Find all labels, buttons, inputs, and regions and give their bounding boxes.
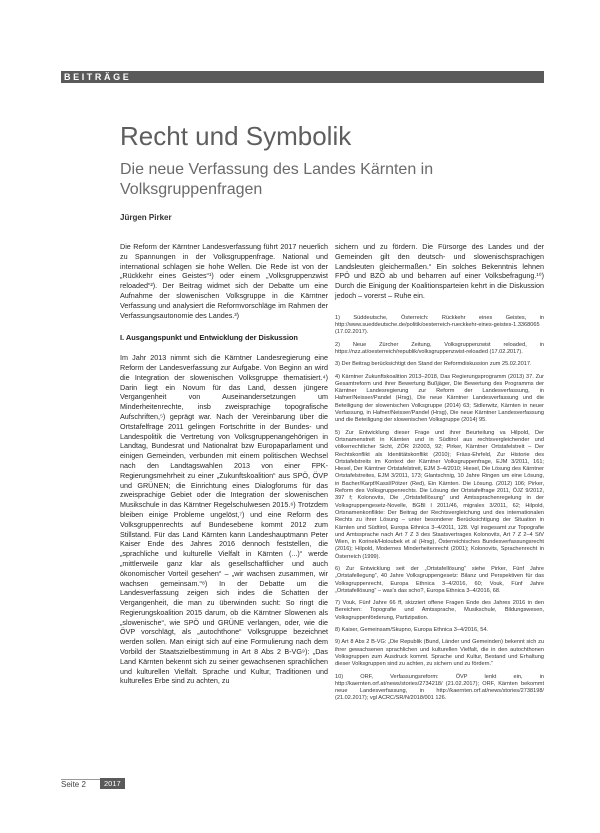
footnote: 7) Vouk, Fünf Jahre 66 ff, skizziert offene Fragen Ende des Jahres 2016 in den Bereichen: Topografie und Amtssprache, Musikschule, Bildungswesen, Volksgruppenförderung, Partizipation.	[335, 600, 544, 621]
footnote: 10) ORF, Verfassungsreform: ÖVP lenkt ein, in http://kaernten.orf.at/news/stories/2734218/ (21.02.2017); ORF, Kärnten bekommt neue Landesverfassung, in http://kaernten.orf.at/news/stories/2738198/ (21.02.2017); vgl ACRC/SR/N/2018/001 126.	[335, 673, 544, 702]
footnote: 1) Süddeutsche, Österreich: Rückkehr eines Geistes, in http://www.sueddeutsche.de/politik/oesterreich-rueckkehr-eines-geistes-1.3368065 (17.02.2017).	[335, 314, 544, 336]
footnote: 9) Art 8 Abs 2 B-VG: „Die Republik (Bund, Länder und Gemeinden) bekennt sich zu ihrer gewachsenen sprachlichen und kulturellen Vielfalt, die in den autochthonen Volksgruppen zum Ausdruck kommt. Sprache und Kultur, Bestand und Erhaltung dieser Volksgruppen sind zu achten, zu sichern und zu fördern.“	[335, 639, 544, 668]
author-name: Jürgen Pirker	[120, 213, 172, 222]
footnote-list	[335, 315, 544, 703]
footnote: 3) Der Beitrag berücksichtigt den Stand der Reformdiskussion zum 25.02.2017.	[335, 361, 532, 368]
continued-paragraph: sichern und zu fördern. Die Fürsorge des Landes und der Gemeinden gilt den deutsch- und slowenischsprachigen Landsleuten gleichermaßen.“ Ein solches Bekenntnis lehnen FPÖ und BZÖ ab und beharren auf einer Volksbefragung.¹⁰) Durch die Einigung der Koalitionsparteien kehrt in die Diskussion jedoch – vorerst – Ruhe ein.	[335, 242, 544, 300]
section-heading: I. Ausgangspunkt und Entwicklung der Diskussion	[120, 333, 298, 343]
footnote: 5) Zur Entwicklung dieser Frage und ihrer Beurteilung va Hilpold, Der Ortsnamenstreit in Kärnten und in Südtirol aus rechtsvergleichender und völkerrechtlicher Sicht, ZÖR 2/2003, 92; Pirker, Kärntner Ortstafelstreit – Der Rechtskonflikt als Identitätskonflikt (2010); Fräss-Ehrfeld, Zur Historie des Ortstafelstreits im Kontext der Kärntner Volksgruppenfrage, EJM 3/2011, 161; Hiesel, Der Kärntner Ortstafelstreit, EJM 3–4/2010; Hiesel, Die Lösung des Kärntner Ortstafelstreites, EJM 3/2011, 173; Glantschnig, 10 Jahre Ringen um eine Lösung, in Bacher/Karpf/Kassl/Pötzer (Red), Ein Kärnten. Die Lösung. (2012) 106; Pirker, Reform des Volksgruppenrechts. Die Lösung der Ortstafelfrage 2011, ÖJZ 9/2012, 397 f; Kolonovits, Die „Ortstafellösung“ und Amtssprachenregelung in der Volksgruppengesetz-Novelle, BGBl I 2011/46, migralex 3/2011, 62; Hilpold, Ortsnamenkonflikte: Der Beitrag der Rechtsvergleichung und des internationalen Rechts zu ihrer Lösung – unter besonderer Berücksichtigung der Situation in Kärnten und Südtirol, Europa Ethnica 3–4/2011, 128. Vgl insgesamt zur Topografie und Amtssprache nach Art 7 Z 3 des Staatsvertrages Kolonovits, Art 7 Z 2–4 StV Wien, in Korinek/Holoubek et al (Hrsg), Österreichisches Bundesverfassungsrecht (2016); Hilpold, Modernes Minderheitenrecht (2001); Kolonovits, Sprachenrecht in Österreich (1999).	[335, 429, 544, 560]
footer-year: 2017	[100, 778, 125, 789]
left-column	[120, 242, 328, 686]
right-column	[335, 242, 544, 708]
page-number: Seite 2	[61, 780, 86, 789]
footnote: 2) Neue Zürcher Zeitung, Volksgruppenzwist reloaded, in https://nzz.at/oesterreich/republik/volksgruppenzwist-reloaded (17.02.2017).	[335, 341, 544, 355]
article-title: Recht und Symbolik	[120, 121, 352, 151]
body-paragraph: Im Jahr 2013 nimmt sich die Kärntner Landesregierung eine Reform der Landesverfassung zur Aufgabe. Von Beginn an wird die Integration der slowenischen Volksgruppe thematisiert.⁴) Darin liegt ein Novum für das Land, dessen jüngere Vergangenheit von Auseinandersetzungen um Minderheitenrechte, insb zweisprachige topografische Aufschriften,⁵) geprägt war. Nach der Vereinbarung über die Ortstafelfrage 2011 gelingen Fortschritte in der Bundes- und Landespolitik die Vertretung von Volksgruppenangehörigen in Landtag, Bundesrat und Nationalrat bzw Europaparlament und einigen Gemeinden, verbunden mit einem politischen Wechsel nach den Landtagswahlen 2013 von einer FPK-Regierungsmehrheit zu einer „Zukunftskoalition“ aus SPÖ, ÖVP und GRÜNEN; die Einrichtung eines Dialogforums für das zweisprachige Gebiet oder die Integration der slowenischen Musikschule in das Kärntner Regelschulwesen 2015.⁶) Trotzdem bleiben einige Probleme ungelöst,⁷) und eine Reform des Volksgruppenrechts auf Bundesebene kommt 2012 zum Stillstand. Für das Land Kärnten kann Landeshauptmann Peter Kaiser Ende des Jahres 2016 dennoch feststellen, die „sprachliche und kulturelle Vielfalt in Kärnten (...)“ werde „mittlerweile ganz klar als gesellschaftlicher und auch ökonomischer Vorteil gesehen“ – „wir wachsen zusammen, wir wachsen gemeinsam.“⁸) In der Debatte um die Landesverfassung zeigen sich indes die Schatten der Vergangenheit, die man zu überwinden sucht: So ringt die Regierungskoalition 2015 darum, ob die Kärntner Slowenen als „slowenische“, wie SPÖ und GRÜNE verlangen, oder, wie die ÖVP vorschlägt, als „autochthone“ Volksgruppe bezeichnet werden sollen. Man einigt sich auf eine Formulierung nach dem Vorbild der Staatszielbestimmung in Art 8 Abs 2 B-VG⁹): „Das Land Kärnten bekennt sich zu seiner gewachsenen sprachlichen und kulturellen Vielfalt. Sprache und Kultur, Traditionen und kulturelles Erbe sind zu achten, zu	[120, 353, 328, 686]
intro-paragraph: Die Reform der Kärntner Landesverfassung führt 2017 neuerlich zu Spannungen in der Volksgruppenfrage. National und international schlagen sie hohe Wellen. Die Rede ist von der „Rückkehr eines Geistes“¹) oder einem „Volksgruppenzwist reloaded“²). Der Beitrag widmet sich der Debatte um eine Aufnahme der slowenischen Volksgruppe in die Kärntner Verfassung und analysiert die Reformvorschläge im Rahmen der Verfassungsautonomie des Landes.³)	[120, 242, 328, 320]
footnote: 6) Zur Entwicklung seit der „Ortstafellösung“ siehe Pirker, Fünf Jahre „Ortstafellegung“, 40 Jahre Volksgruppengesetz: Bilanz und Perspektiven für das Volksgruppenrecht, Europa Ethnica 3–4/2016, 60; Vouk, Fünf Jahre „Ortstafellösung“ – was's das scho?, Europa Ethnica 3–4/2016, 68.	[335, 565, 544, 594]
section-label: BEITRÄGE	[64, 71, 137, 83]
footnote: 8) Kaiser, Gemeinsam/Skupno, Europa Ethnica 3–4/2016, 54.	[335, 627, 488, 634]
footnote: 4) Kärntner Zukunftskoalition 2013–2018, Das Regierungsprogramm (2013) 37. Zur Gesamtreform und ihrer Bewertung Bußjäger, Die Bewertung des Programms der Kärntner Landesregierung zur Reform der Landesverfassung, in Hafner/Neisser/Pandel (Hrsg), Die neue Kärntner Landesverfassung und die Beteiligung der slowenischen Volksgruppe (2014) 63; Sidlerwitz, Kärnten in neuer Verfassung, in Hafner/Neisser/Pandel (Hrsg), Die neue Kärntner Landesverfassung und die Beteiligung der slowenischen Volksgruppe (2014) 95.	[335, 373, 544, 424]
article-subtitle: Die neue Verfassung des Landes Kärnten in Volksgruppenfragen	[120, 161, 434, 198]
